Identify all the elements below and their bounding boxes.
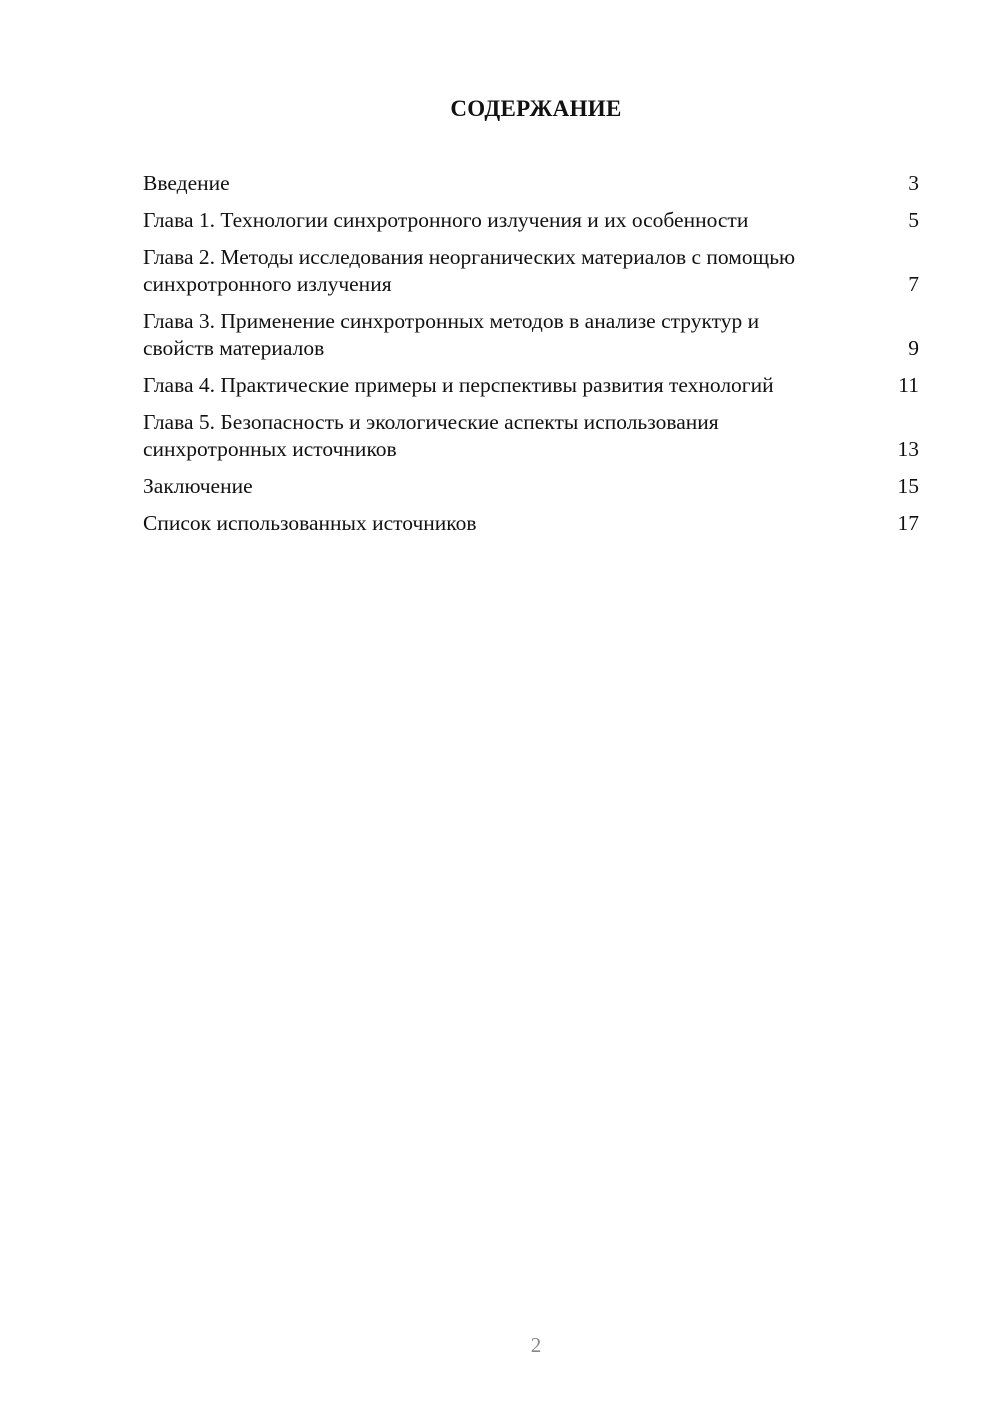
toc-entry-title: Введение [143,171,230,195]
toc-entry [143,207,919,234]
toc-entry-title: Глава 1. Технологии синхротронного излучения и их особенности [143,208,749,232]
toc-entry-page: 7 [908,272,919,296]
toc-entry-page: 9 [908,336,919,360]
toc-entry-title: Глава 5. Безопасность и экологические аспекты использования синхротронных источников [143,410,719,461]
page-number: 2 [530,1333,542,1357]
toc-entry-page: 15 [897,474,919,498]
toc-entry-page: 3 [908,171,919,195]
toc-entry-title: Глава 3. Применение синхротронных методов в анализе структур и свойств материалов [143,309,760,360]
page-title: СОДЕРЖАНИЕ [450,96,622,121]
toc-entry-page: 17 [897,511,919,535]
toc-entry-page: 11 [898,373,919,397]
toc-entry-page: 13 [897,437,919,461]
toc-entry [143,473,919,500]
toc-entry-page: 5 [908,208,919,232]
toc-entry [143,244,919,298]
toc-entry [143,372,919,399]
table-of-contents [143,170,919,547]
toc-entry [143,409,919,463]
toc-entry-title: Глава 2. Методы исследования неорганических материалов с помощью синхротронного излучения [143,245,796,296]
toc-entry [143,510,919,537]
toc-entry-title: Заключение [143,474,253,498]
toc-entry-title: Глава 4. Практические примеры и перспективы развития технологий [143,373,774,397]
toc-entry [143,170,919,197]
toc-entry [143,308,919,362]
toc-entry-title: Список использованных источников [143,511,477,535]
